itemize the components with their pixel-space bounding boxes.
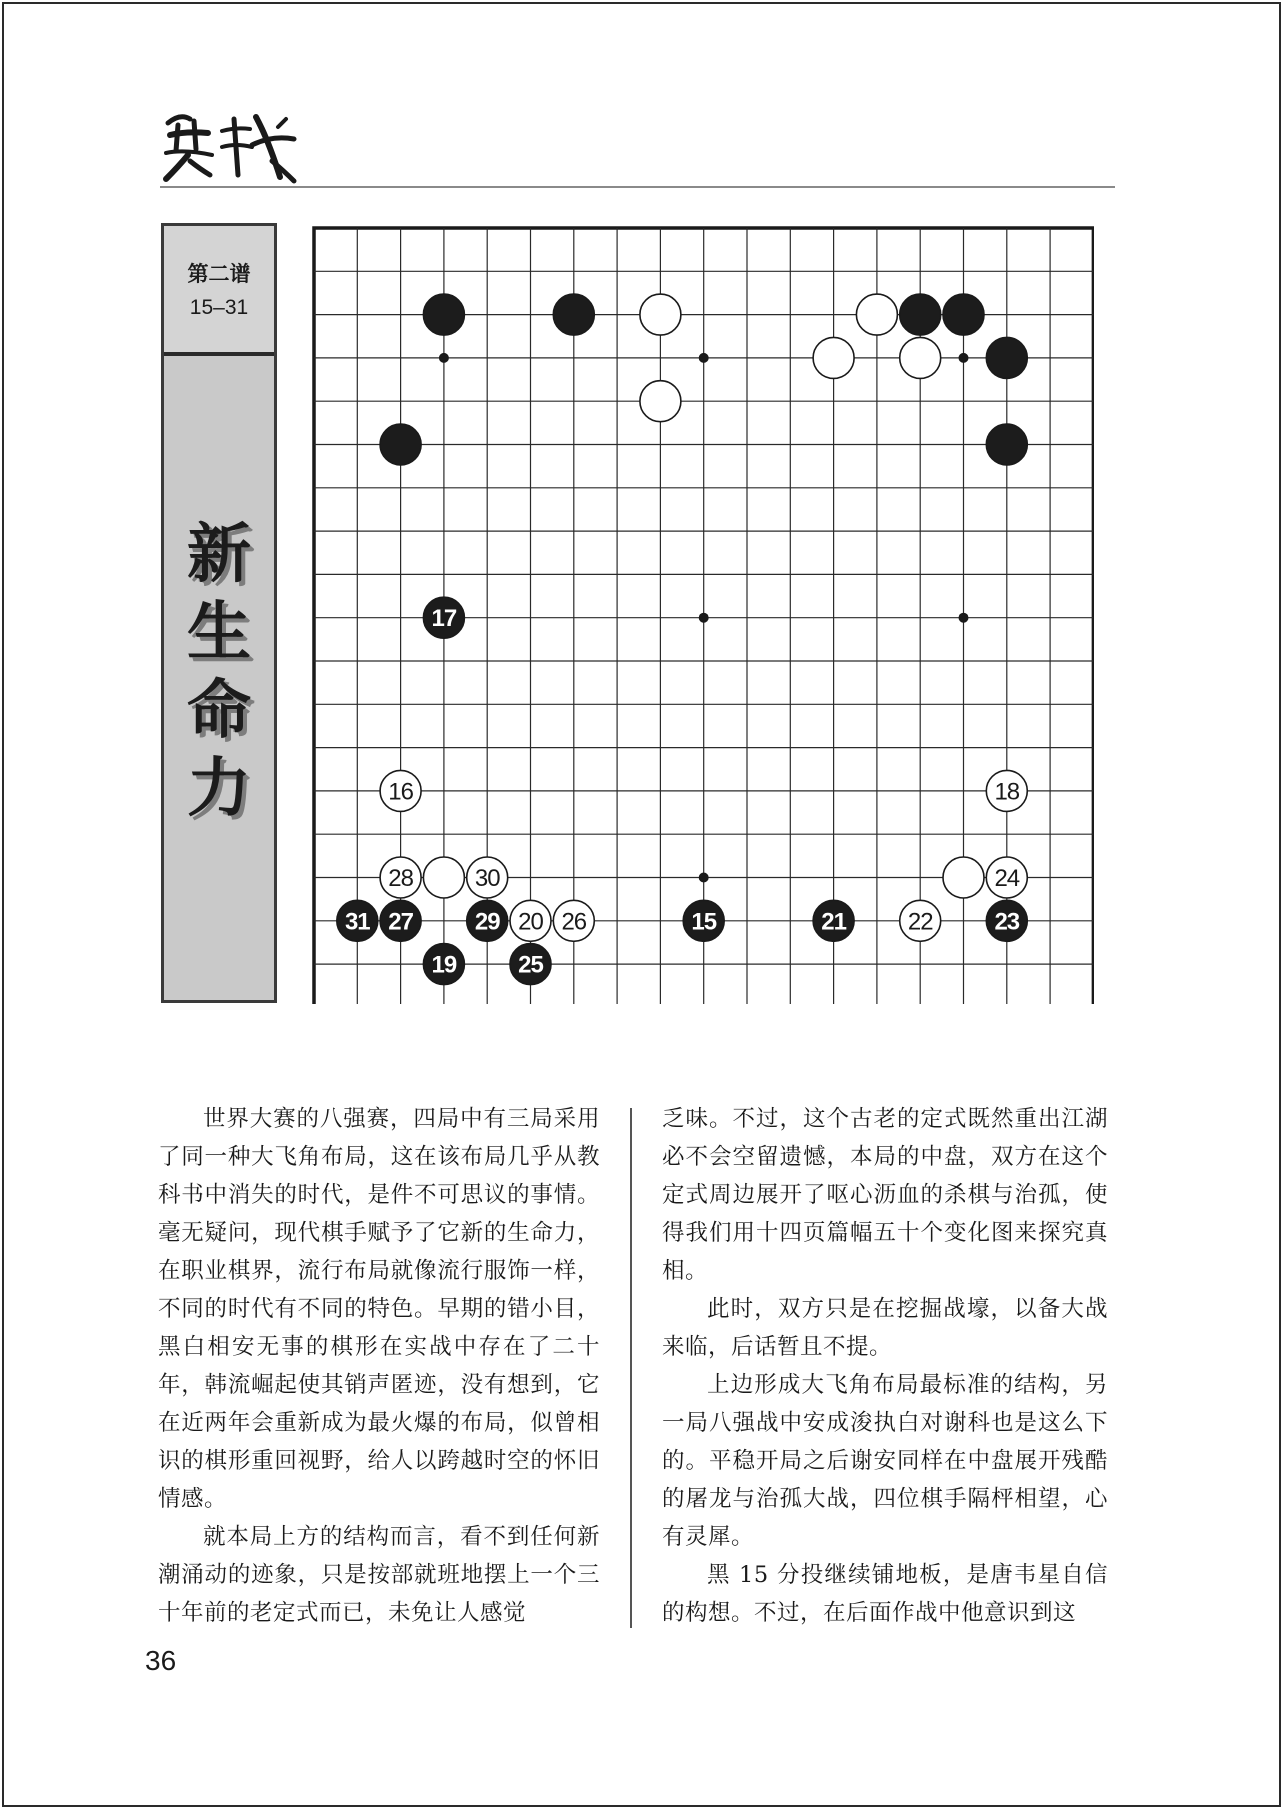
- star-point: [439, 353, 449, 363]
- chapter-title-char: 新: [187, 517, 251, 592]
- move-number-label: 23: [994, 908, 1020, 936]
- article-paragraph: 乏味。不过，这个古老的定式既然重出江湖必不会空留遗憾，本局的中盘，双方在这个定式周边展开了呕心沥血的杀棋与治孤，使得我们用十四页篇幅五十个变化图来探究真相。: [662, 1106, 1108, 1284]
- article-paragraph: 世界大赛的八强赛，四局中有三局采用了同一种大飞角布局，这在该布局几乎从教科书中消失的时代，是件不可思议的事情。毫无疑问，现代棋手赋予了它新的生命力，在职业棋界，流行布局就像流行服饰一样，不同的时代有不同的特色。早期的错小目，黑白相安无事的棋形在实战中存在了二十年，韩流崛起使其销声匿迹，没有想到，它在近两年会重新成为最火爆的布局，似曾相识的棋形重回视野，给人以跨越时空的怀旧情感。: [158, 1106, 600, 1512]
- article-paragraph: 上边形成大飞角布局最标准的结构，另一局八强战中安成浚执白对谢科也是这么下的。平稳开局之后谢安同样在中盘展开残酷的屠龙与治孤大战，四位棋手隔枰相望，心有灵犀。: [662, 1372, 1108, 1550]
- move-number-label: 26: [561, 908, 587, 936]
- move-number-label: 24: [994, 865, 1020, 892]
- move-number-label: 20: [518, 908, 543, 936]
- black-stone: [423, 294, 464, 335]
- move-number-label: 29: [474, 908, 500, 936]
- black-stone: [943, 294, 984, 335]
- move-number-label: 18: [994, 778, 1020, 806]
- header-logo: [160, 105, 300, 185]
- move-number-label: 19: [431, 951, 457, 979]
- move-number-label: 22: [907, 908, 933, 936]
- move-number-label: 31: [344, 908, 370, 936]
- star-point: [699, 613, 709, 623]
- article-paragraph: 就本局上方的结构而言，看不到任何新潮涌动的迹象，只是按部就班地摆上一个三十年前的老定式而已，未免让人感觉: [158, 1524, 600, 1626]
- page-number: 36: [145, 1645, 177, 1676]
- move-number-label: 15: [691, 908, 717, 936]
- white-stone: [640, 381, 681, 422]
- move-number-label: 27: [388, 908, 413, 936]
- article-paragraph: 此时，双方只是在挖掘战壕，以备大战来临，后话暂且不提。: [662, 1296, 1108, 1360]
- article-left-column: [158, 1100, 600, 1632]
- white-stone: [900, 337, 941, 378]
- move-number-label: 21: [821, 908, 846, 936]
- white-stone: [423, 857, 464, 898]
- move-number-label: 28: [388, 865, 413, 892]
- move-number-label: 25: [518, 951, 543, 979]
- chapter-title-char: 力: [187, 751, 251, 826]
- move-range: 15–31: [189, 296, 249, 319]
- black-stone: [553, 294, 594, 335]
- article-right-column: [662, 1100, 1108, 1632]
- black-stone: [986, 424, 1027, 465]
- white-stone: [856, 294, 897, 335]
- white-stone: [943, 857, 984, 898]
- move-number-label: 17: [431, 605, 457, 633]
- star-point: [959, 613, 969, 623]
- chapter-title: [164, 516, 274, 828]
- go-board-diagram: [310, 226, 1094, 1004]
- move-number-label: 16: [388, 778, 413, 806]
- move-number-label: 30: [474, 865, 500, 892]
- star-point: [699, 873, 709, 883]
- chapter-title-char: 命: [187, 673, 251, 748]
- article-paragraph: 黑 15 分投继续铺地板，是唐韦星自信的构想。不过，在后面作战中他意识到这: [662, 1562, 1108, 1626]
- game-label: 第二谱: [187, 262, 251, 286]
- white-stone: [640, 294, 681, 335]
- black-stone: [900, 294, 941, 335]
- black-stone: [380, 424, 421, 465]
- sidebar-panel: [161, 223, 277, 1003]
- star-point: [959, 353, 969, 363]
- sidebar-label-box: [164, 226, 274, 356]
- chapter-title-char: 生: [187, 595, 251, 670]
- header-rule: [160, 186, 1115, 188]
- column-divider: [630, 1108, 632, 1628]
- star-point: [699, 353, 709, 363]
- black-stone: [986, 337, 1027, 378]
- white-stone: [813, 337, 854, 378]
